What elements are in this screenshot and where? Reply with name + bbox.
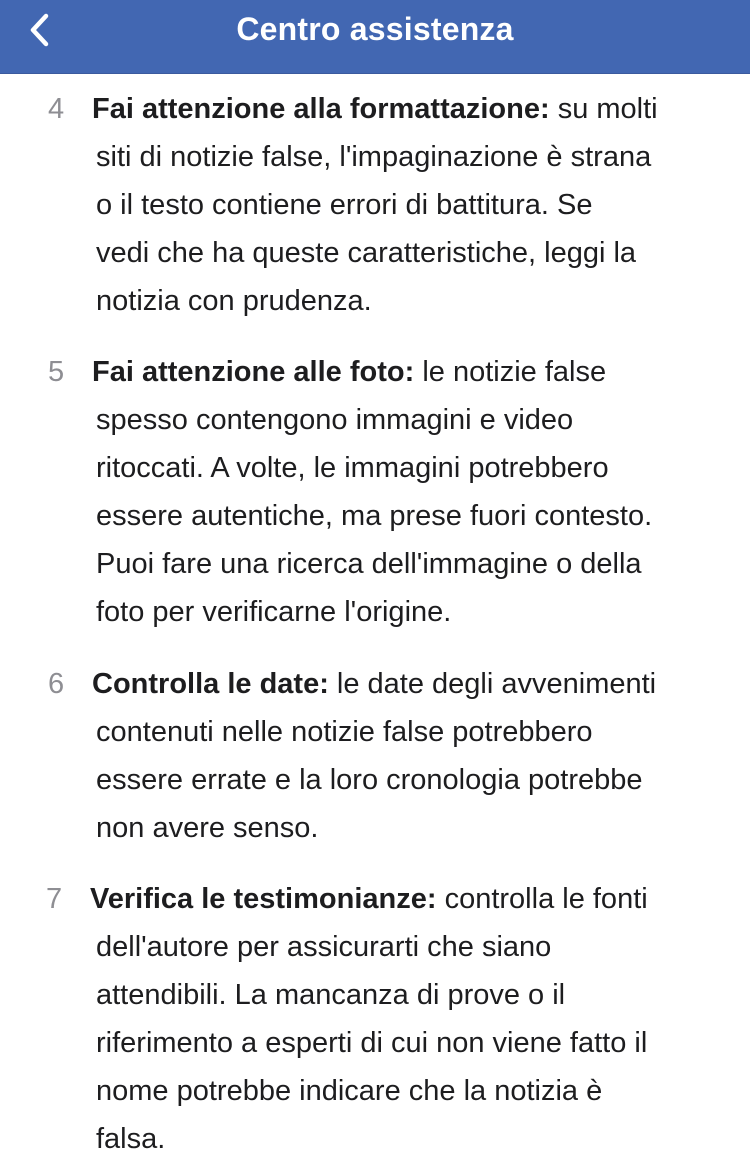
help-article-content	[0, 73, 750, 1159]
navigation-bar	[0, 0, 750, 74]
item-text	[92, 348, 736, 636]
item-line: ritoccati. A volte, le immagini potrebbero	[96, 452, 609, 484]
item-line: falsa.	[96, 1123, 166, 1155]
item-line: controlla le fonti	[444, 883, 648, 915]
item-line: foto per verificarne l'origine.	[96, 596, 452, 628]
item-text	[90, 875, 736, 1159]
item-heading: Controlla le date:	[92, 668, 329, 700]
page-title: Centro assistenza	[236, 11, 514, 47]
item-line: vedi che ha queste caratteristiche, leggi la	[96, 237, 637, 269]
item-line: le notizie false	[422, 356, 607, 388]
item-heading: Fai attenzione alla formattazione:	[92, 93, 550, 125]
item-line: attendibili. La mancanza di prove o il	[96, 979, 566, 1011]
item-line: le date degli avvenimenti	[336, 668, 657, 700]
item-heading: Verifica le testimonianze:	[90, 883, 437, 915]
item-line: o il testo contiene errori di battitura. Se	[96, 189, 593, 221]
item-number: 5	[48, 356, 65, 388]
item-line: riferimento a esperti di cui non viene fatto il	[96, 1027, 648, 1059]
item-number: 6	[48, 668, 65, 700]
item-line: spesso contengono immagini e video	[96, 404, 574, 436]
item-line: Puoi fare una ricerca dell'immagine o della	[96, 548, 642, 580]
item-line: notizia con prudenza.	[96, 285, 372, 317]
item-line: contenuti nelle notizie false potrebbero	[96, 716, 593, 748]
item-text	[92, 660, 736, 852]
item-line: essere errate e la loro cronologia potrebbe	[96, 764, 643, 796]
item-number: 4	[48, 93, 65, 125]
item-text	[92, 85, 736, 325]
item-heading: Fai attenzione alle foto:	[92, 356, 415, 388]
item-line: non avere senso.	[96, 812, 319, 844]
item-line: essere autentiche, ma prese fuori contesto.	[96, 500, 653, 532]
item-line: nome potrebbe indicare che la notizia è	[96, 1075, 603, 1107]
item-line: siti di notizie false, l'impaginazione è strana	[96, 141, 652, 173]
item-number: 7	[46, 883, 63, 915]
item-line: dell'autore per assicurarti che siano	[96, 931, 552, 963]
item-line: su molti	[557, 93, 658, 125]
